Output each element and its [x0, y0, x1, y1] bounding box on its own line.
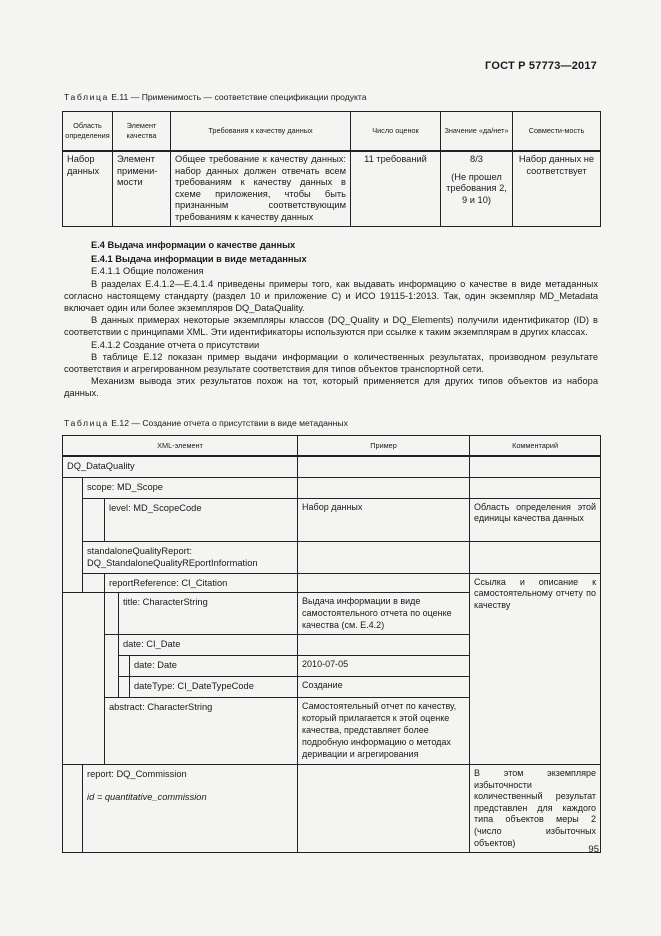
example-cell — [298, 456, 470, 477]
indent-cell — [63, 592, 105, 764]
report-label: report: DQ_Commission — [87, 768, 187, 779]
table-e12-caption — [64, 418, 348, 428]
column-header: Пример — [298, 436, 470, 457]
paragraph: Механизм вывода этих результатов похож на тот, который применяется для других типов объектов из набора данных. — [64, 376, 598, 399]
requirement-cell: Общее требование к качеству данных: набор данных должен отвечать всем требованиям к качеству данных в схеме приложения, чтобы быть признанным соответствующим требованиям к качеству данных — [171, 151, 351, 227]
comment-cell: Область определения этой единицы качества данных — [470, 498, 601, 541]
heading-e411: Е.4.1.1 Общие положения — [91, 266, 204, 277]
example-cell: Набор данных — [298, 498, 470, 541]
element-cell: Элемент примени-мости — [113, 151, 171, 227]
example-cell: Создание — [298, 677, 470, 698]
example-cell — [298, 541, 470, 573]
table-header-row — [63, 112, 601, 152]
indent-cell — [63, 764, 83, 852]
paragraph: В разделах Е.4.1.2—Е.4.1.4 приведены примеры того, как выдавать информацию о качестве в виде метаданных согласно настоящему стандарту (раздел 10 и приложение С) и ИСО 19115-1:2013. Так, один экземпляр MD_Metadata включает один или более экземпляров DQ_DataQuality. — [64, 278, 598, 314]
count-cell: 11 требований — [351, 151, 441, 227]
example-cell: 2010-07-05 — [298, 656, 470, 677]
xml-element-cell: DQ_DataQuality — [63, 456, 298, 477]
comment-cell: Ссылка и описание к самостоятельному отчету по качеству — [470, 573, 601, 764]
indent-cell — [105, 592, 119, 635]
indent-cell — [119, 677, 130, 698]
table-e11 — [62, 111, 601, 227]
indent-cell — [105, 635, 119, 698]
heading-e4: Е.4 Выдача информации о качестве данных — [91, 240, 296, 250]
section-e4 — [64, 239, 598, 400]
example-cell: Выдача информации в виде самостоятельного отчета по оценке качества (см. Е.4.2) — [298, 592, 470, 635]
column-header: Число оценок — [351, 112, 441, 152]
column-header: Комментарий — [470, 436, 601, 457]
heading-e41: Е.4.1 Выдача информации в виде метаданных — [91, 254, 307, 265]
column-header: Значение «да/нет» — [441, 112, 513, 152]
example-cell — [298, 477, 470, 498]
xml-element-cell: dateType: CI_DateTypeCode — [130, 677, 298, 698]
xml-element-cell: standaloneQualityReport: DQ_StandaloneQualityREportInformation — [83, 541, 298, 573]
caption-text: Е.11 — Применимость — соответствие спецификации продукта — [108, 92, 367, 102]
example-cell — [298, 764, 470, 852]
column-header: XML-элемент — [63, 436, 298, 457]
comment-cell — [470, 477, 601, 498]
table-row — [63, 541, 601, 573]
example-cell — [298, 635, 470, 656]
table-row — [63, 456, 601, 477]
table-row — [63, 477, 601, 498]
table-row — [63, 151, 601, 227]
column-header: Совмести-мость — [513, 112, 601, 152]
xml-element-cell: reportReference: CI_Citation — [105, 573, 298, 592]
table-e12 — [62, 435, 601, 853]
indent-cell — [119, 656, 130, 677]
column-header: Область определения — [63, 112, 113, 152]
heading-e412: Е.4.1.2 Создание отчета о присутствии — [91, 339, 260, 350]
indent-cell — [63, 477, 83, 592]
document-id: ГОСТ Р 57773—2017 — [485, 60, 597, 72]
table-e11-caption — [64, 92, 367, 102]
value-main: 8/3 — [470, 154, 483, 164]
column-header: Элемент качества — [113, 112, 171, 152]
xml-element-cell: level: MD_ScopeCode — [105, 498, 298, 541]
value-note: (Не прошел требования 2, 9 и 10) — [446, 171, 507, 205]
xml-element-cell: abstract: CharacterString — [105, 698, 298, 765]
page-number: 95 — [588, 844, 599, 855]
report-id: id = quantitative_commission — [87, 792, 207, 803]
paragraph: В данных примерах некоторые экземпляры классов (DQ_Quality и DQ_Elements) получили идентификатор (ID) в соответствии с принципами XML. Эти идентификаторы используются при ссылке к таким экземплярам в других классах. — [64, 315, 598, 338]
value-cell — [441, 151, 513, 227]
example-cell: Самостоятельный отчет по качеству, который прилагается к этой оценке качества, представляет более подробную информацию о методах деривации и агрегирования — [298, 698, 470, 765]
table-row — [63, 764, 601, 852]
column-header: Требования к качеству данных — [171, 112, 351, 152]
example-cell — [298, 573, 470, 592]
indent-cell — [83, 573, 105, 592]
xml-element-cell: date: Date — [130, 656, 298, 677]
compat-cell: Набор данных не соответствует — [513, 151, 601, 227]
xml-element-cell: scope: MD_Scope — [83, 477, 298, 498]
comment-cell — [470, 541, 601, 573]
table-header-row — [63, 436, 601, 457]
indent-cell — [83, 498, 105, 541]
caption-text: Е.12 — Создание отчета о присутствии в виде метаданных — [108, 418, 348, 428]
xml-element-cell: title: CharacterString — [119, 592, 298, 635]
table-row — [63, 573, 601, 592]
comment-cell: В этом экземпляре избыточности количественный результат представлен для каждого типа объектов меры 2 (число избыточных объектов) — [470, 764, 601, 852]
xml-element-cell: date: CI_Date — [119, 635, 298, 656]
xml-element-cell — [83, 764, 298, 852]
caption-lead: Таблица — [64, 418, 109, 428]
comment-cell — [470, 456, 601, 477]
paragraph: В таблице Е.12 показан пример выдачи информации о количественных результатах, производном результате соответствия и агрегированном результате соответствия для типов объектов транспортной сети. — [64, 351, 598, 375]
table-row — [63, 498, 601, 541]
scope-cell: Набор данных — [63, 151, 113, 227]
caption-lead: Таблица — [64, 92, 109, 102]
